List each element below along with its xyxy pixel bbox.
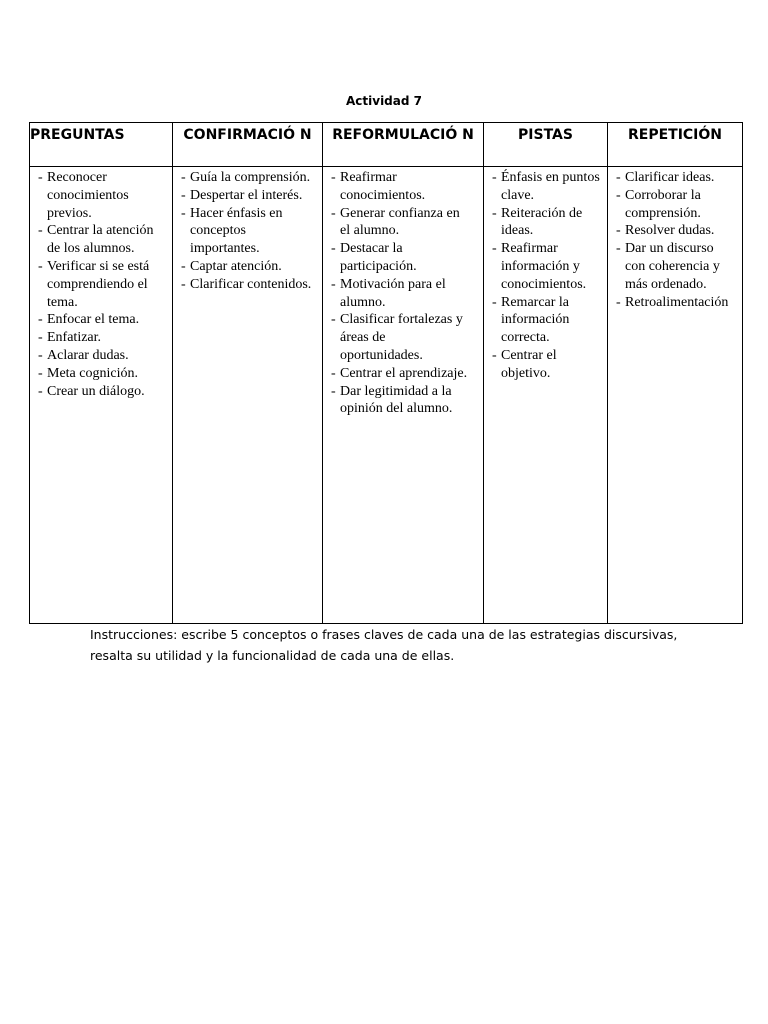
item-line: Despertar el interés. [190, 187, 303, 203]
item-line: Enfocar el tema. [47, 312, 140, 328]
bullet-dash: - [38, 258, 43, 274]
document-title: Actividad 7 [346, 94, 422, 108]
list-item [173, 169, 322, 187]
bullet-dash: - [331, 170, 336, 185]
item-line: Remarcar la [501, 294, 570, 310]
cell-reformulacion [323, 167, 484, 624]
item-line: conocimientos. [501, 276, 587, 292]
item-line: Reiteración de [501, 205, 583, 221]
instructions-text [90, 624, 710, 666]
item-line: Enfatizar. [47, 330, 102, 346]
list-item [30, 222, 172, 258]
cell-confirmacion [173, 167, 323, 624]
item-line: previos. [47, 205, 92, 221]
list-item [30, 311, 172, 329]
bullet-dash: - [331, 312, 336, 328]
list-item [323, 276, 483, 312]
bullet-dash: - [492, 170, 497, 185]
item-line: Énfasis en puntos [501, 170, 600, 185]
list-item [173, 187, 322, 205]
list-item [323, 311, 483, 364]
item-line: Resolver dudas. [625, 223, 715, 239]
item-line: Dar un discurso [625, 241, 714, 257]
list-item [30, 258, 172, 311]
item-line: objetivo. [501, 365, 551, 381]
item-line: Clarificar ideas. [625, 170, 715, 185]
item-line: información [501, 312, 570, 328]
item-line: Centrar el aprendizaje. [340, 365, 468, 381]
list-item [30, 169, 172, 222]
bullet-dash: - [492, 347, 497, 363]
bullet-dash: - [181, 187, 186, 203]
bullet-dash: - [38, 312, 43, 328]
bullet-dash: - [38, 365, 43, 381]
item-line: el alumno. [340, 223, 400, 239]
instructions-line: Instrucciones: escribe 5 conceptos o frases claves de cada una de las estrategias discursivas, [90, 627, 678, 642]
item-line: opinión del alumno. [340, 401, 453, 417]
item-line: correcta. [501, 330, 550, 346]
item-line: Verificar si se está [47, 258, 150, 274]
list-item [484, 240, 607, 293]
bullet-dash: - [492, 241, 497, 257]
item-line: Meta cognición. [47, 365, 138, 381]
bullet-dash: - [38, 383, 43, 399]
list-item [608, 222, 742, 240]
item-list [173, 169, 322, 294]
bullet-dash: - [38, 223, 43, 239]
cell-pistas [484, 167, 608, 624]
bullet-dash: - [492, 294, 497, 310]
list-item [30, 365, 172, 383]
bullet-dash: - [181, 170, 186, 185]
bullet-dash: - [492, 205, 497, 221]
item-line: ideas. [501, 223, 534, 239]
bullet-dash: - [331, 276, 336, 292]
list-item [484, 294, 607, 347]
list-item [608, 294, 742, 312]
item-list [30, 169, 172, 400]
item-line: Reafirmar [501, 241, 558, 257]
list-item [484, 205, 607, 241]
list-item [323, 169, 483, 205]
list-item [608, 187, 742, 223]
item-line: participación. [340, 258, 417, 274]
header-reformulacion: REFORMULACIÓ N [323, 123, 484, 167]
item-line: Centrar la atención [47, 223, 154, 239]
list-item [30, 347, 172, 365]
bullet-dash: - [331, 205, 336, 221]
bullet-dash: - [616, 170, 621, 185]
list-item [323, 383, 483, 419]
item-line: áreas de [340, 330, 386, 346]
list-item [323, 365, 483, 383]
item-line: conceptos [190, 223, 246, 239]
bullet-dash: - [616, 223, 621, 239]
item-line: Guía la comprensión. [190, 170, 311, 185]
list-item [484, 169, 607, 205]
item-list [608, 169, 742, 311]
list-item [173, 276, 322, 294]
bullet-dash: - [181, 276, 186, 292]
bullet-dash: - [38, 347, 43, 363]
cell-preguntas [30, 167, 173, 624]
bullet-dash: - [331, 383, 336, 399]
bullet-dash: - [616, 241, 621, 257]
item-line: comprendiendo el [47, 276, 148, 292]
bullet-dash: - [331, 365, 336, 381]
item-line: Motivación para el [340, 276, 446, 292]
header-preguntas: PREGUNTAS [30, 123, 173, 167]
item-line: clave. [501, 187, 535, 203]
bullet-dash: - [616, 294, 621, 310]
list-item [173, 258, 322, 276]
bullet-dash: - [331, 241, 336, 257]
cell-repeticion [608, 167, 743, 624]
table-body-row [30, 167, 743, 624]
item-line: Generar confianza en [340, 205, 460, 221]
instructions-line: resalta su utilidad y la funcionalidad de cada una de ellas. [90, 648, 455, 663]
item-line: Clarificar contenidos. [190, 276, 312, 292]
item-line: importantes. [190, 241, 260, 257]
item-line: Aclarar dudas. [47, 347, 129, 363]
item-list [484, 169, 607, 383]
bullet-dash: - [616, 187, 621, 203]
item-line: Clasificar fortalezas y [340, 312, 463, 328]
item-line: conocimientos. [340, 187, 426, 203]
item-line: Retroalimentación [625, 294, 729, 310]
item-line: de los alumnos. [47, 241, 135, 257]
item-line: Hacer énfasis en [190, 205, 283, 221]
item-line: Crear un diálogo. [47, 383, 145, 399]
bullet-dash: - [38, 330, 43, 346]
item-line: comprensión. [625, 205, 701, 221]
list-item [173, 205, 322, 258]
list-item [323, 240, 483, 276]
item-line: Corroborar la [625, 187, 701, 203]
item-line: más ordenado. [625, 276, 707, 292]
bullet-dash: - [38, 170, 43, 185]
table-header-row [30, 123, 743, 167]
list-item [30, 383, 172, 401]
list-item [323, 205, 483, 241]
item-line: Dar legitimidad a la [340, 383, 452, 399]
item-line: tema. [47, 294, 78, 310]
header-repeticion: REPETICIÓN [608, 123, 743, 167]
list-item [608, 169, 742, 187]
item-line: Captar atención. [190, 258, 282, 274]
bullet-dash: - [181, 205, 186, 221]
header-confirmacion: CONFIRMACIÓ N [173, 123, 323, 167]
list-item [30, 329, 172, 347]
item-list [323, 169, 483, 418]
item-line: alumno. [340, 294, 386, 310]
list-item [484, 347, 607, 383]
strategies-table [29, 122, 743, 624]
item-line: Centrar el [501, 347, 557, 363]
item-line: información y [501, 258, 580, 274]
item-line: oportunidades. [340, 347, 423, 363]
item-line: Destacar la [340, 241, 403, 257]
header-pistas: PISTAS [484, 123, 608, 167]
list-item [608, 240, 742, 293]
item-line: conocimientos [47, 187, 129, 203]
bullet-dash: - [181, 258, 186, 274]
item-line: Reconocer [47, 170, 107, 185]
item-line: con coherencia y [625, 258, 720, 274]
item-line: Reafirmar [340, 170, 397, 185]
